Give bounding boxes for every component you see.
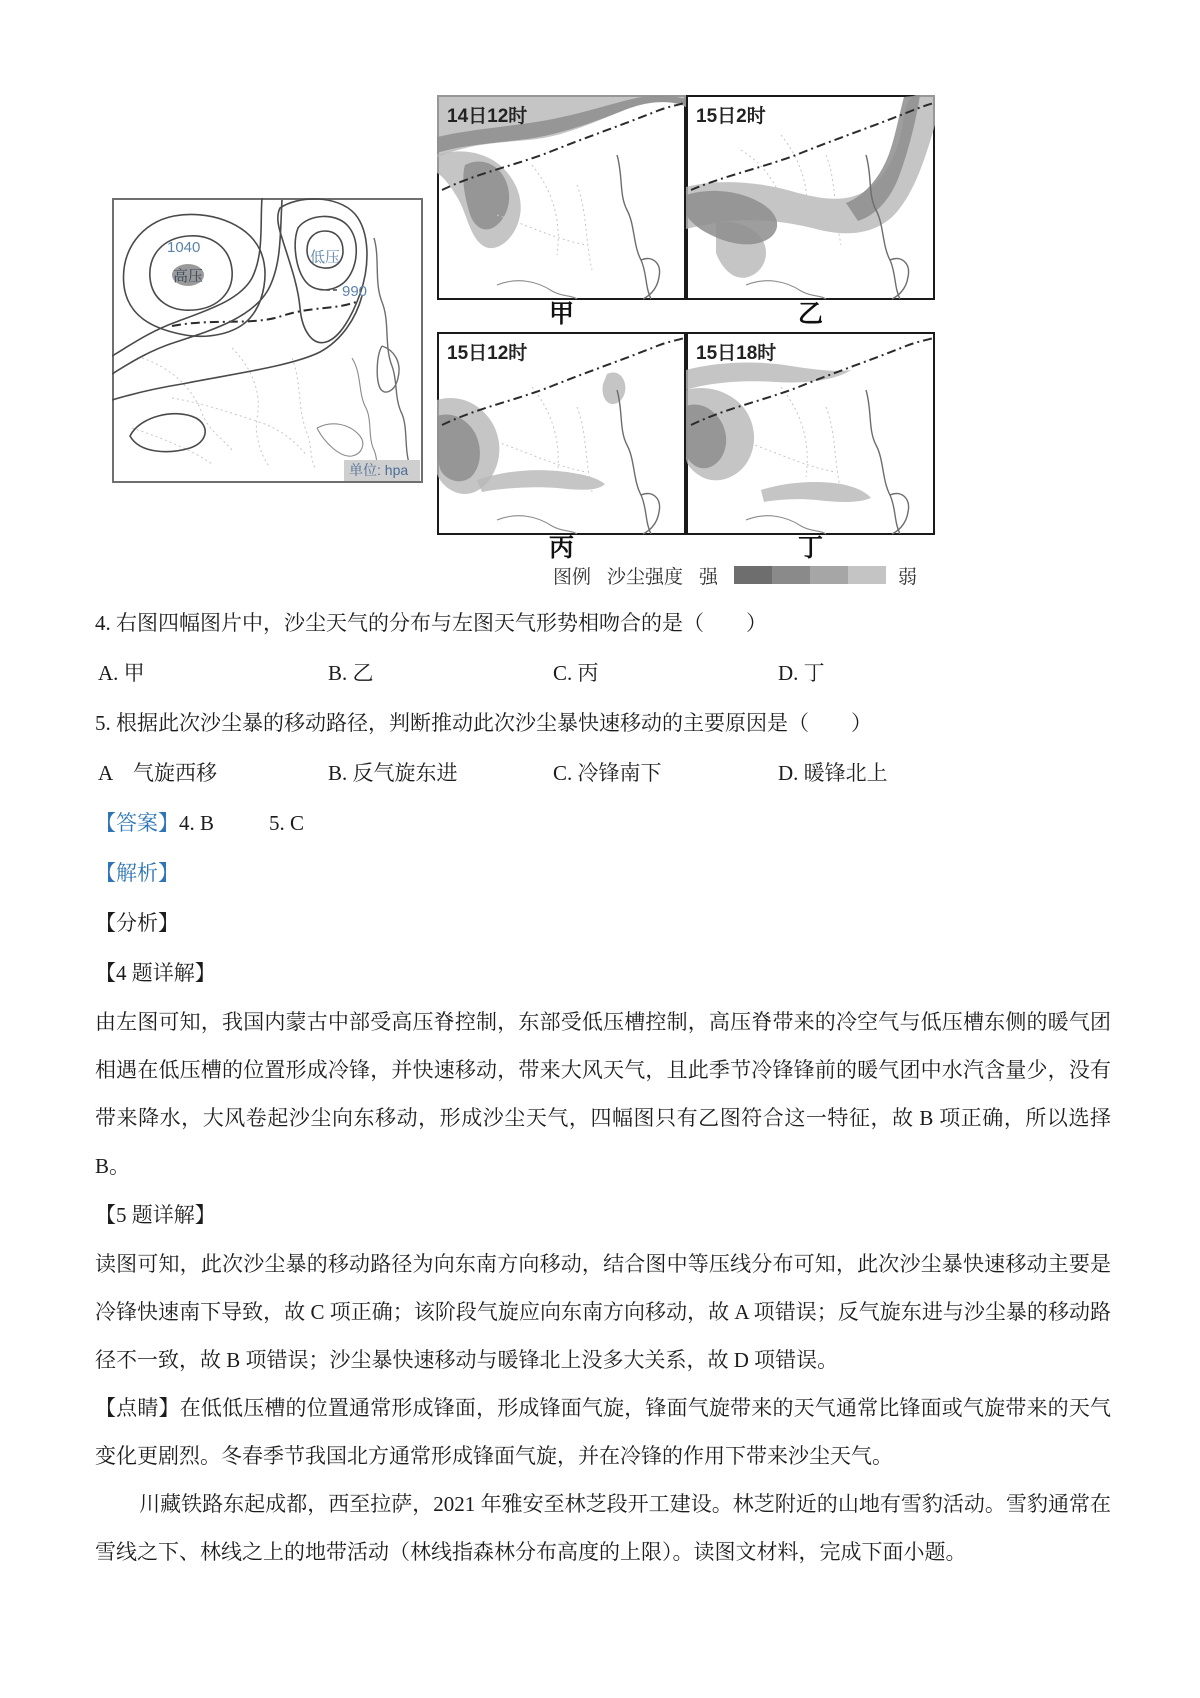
legend-swatch-weakest <box>848 566 886 584</box>
question-5-options <box>95 748 1111 798</box>
pressure-low-label: 低压 <box>310 249 341 266</box>
q5-option-d: D. 暖锋北上 <box>778 761 888 785</box>
pressure-chart <box>112 198 423 483</box>
pressure-unit-note: 单位: hpa <box>349 462 409 478</box>
detail4-header: 【4 题详解】 <box>95 961 216 985</box>
q5-option-b: B. 反气旋东进 <box>328 761 458 785</box>
legend-strong-label: 强 <box>699 566 719 588</box>
answer-label: 【答案】 <box>95 811 179 835</box>
legend-swatch-strong <box>772 566 810 584</box>
q4-option-a: A. 甲 <box>98 661 145 685</box>
q4-option-b: B. 乙 <box>328 661 374 685</box>
legend-gradient-bar <box>734 566 886 584</box>
dust-map-jia <box>437 95 686 300</box>
answer-q4: 4. B <box>179 811 215 835</box>
q5-option-c: C. 冷锋南下 <box>553 761 662 785</box>
dust-map-ding-caption: 丁 <box>797 535 823 562</box>
q5-option-a: A 气旋西移 <box>98 761 218 785</box>
answer-line <box>95 798 1111 848</box>
pressure-map-figure <box>112 198 423 483</box>
dust-map-jia-caption: 甲 <box>548 301 574 328</box>
answer-q5: 5. C <box>269 811 305 835</box>
dust-map-yi-caption: 乙 <box>797 301 823 328</box>
question-4-stem: 4. 右图四幅图片中，沙尘天气的分布与左图天气形势相吻合的是（ ） <box>95 611 767 635</box>
dust-map-bing-caption: 丙 <box>548 535 574 562</box>
dust-map-ding <box>686 332 935 535</box>
legend-title: 图例 <box>553 566 592 588</box>
dianjing-label: 【点睛】 <box>95 1396 180 1420</box>
dianjing-body: 在低低压槽的位置通常形成锋面，形成锋面气旋，锋面气旋带来的天气通常比锋面或气旋带来的天气变化更剧烈。冬春季节我国北方通常形成锋面气旋，并在冷锋的作用下带来沙尘天气。 <box>95 1396 1112 1468</box>
detail4-body: 由左图可知，我国内蒙古中部受高压脊控制，东部受低压槽控制，高压脊带来的冷空气与低压槽东侧的暖气团相遇在低压槽的位置形成冷锋，并快速移动，带来大风天气，且此季节冷锋锋前的暖气团中水汽含量少，没有带来降水，大风卷起沙尘向东移动，形成沙尘天气，四幅图只有乙图符合这一特征，故 B 项正确，所以选择 B。 <box>95 1010 1111 1178</box>
jiexi-header: 【解析】 <box>95 861 179 885</box>
legend-weak-label: 弱 <box>898 566 918 588</box>
dust-map-ding-timestamp: 15日18时 <box>696 343 777 364</box>
detail5-body: 读图可知，此次沙尘暴的移动路径为向东南方向移动，结合图中等压线分布可知，此次沙尘暴快速移动主要是冷锋快速南下导致，故 C 项正确；该阶段气旋应向东南方向移动，故 A 项错误；反气旋东进与沙尘暴的移动路径不一致，故 B 项错误；沙尘暴快速移动与暖锋北上没多大关系，故 D 项错误。 <box>95 1252 1111 1372</box>
dust-legend <box>553 562 917 588</box>
q4-option-d: D. 丁 <box>778 661 825 685</box>
question-5-stem: 5. 根据此次沙尘暴的移动路径，判断推动此次沙尘暴快速移动的主要原因是（ ） <box>95 711 872 735</box>
pressure-high-label: 高压 <box>173 268 204 285</box>
dust-map-grid <box>437 95 935 565</box>
text-column <box>95 598 1111 1576</box>
material-paragraph: 川藏铁路东起成都，西至拉萨，2021 年雅安至林芝段开工建设。林芝附近的山地有雪豹活动。雪豹通常在雪线之下、林线之上的地带活动（林线指森林分布高度的上限）。读图文材料，完成下面小题。 <box>95 1492 1111 1564</box>
fenxi-header: 【分析】 <box>95 911 179 935</box>
pressure-low-value: 990 <box>342 283 368 300</box>
q4-option-c: C. 丙 <box>553 661 599 685</box>
legend-swatch-weak <box>810 566 848 584</box>
dust-map-bing-timestamp: 15日12时 <box>447 343 528 364</box>
dust-map-yi <box>686 95 935 300</box>
legend-series-label: 沙尘强度 <box>607 566 684 588</box>
question-4-options <box>95 648 1111 698</box>
pressure-high-value: 1040 <box>167 239 201 256</box>
dust-map-bing <box>437 332 686 535</box>
detail5-header: 【5 题详解】 <box>95 1203 216 1227</box>
dust-map-yi-timestamp: 15日2时 <box>696 106 766 127</box>
legend-swatch-strongest <box>734 566 772 584</box>
dust-map-jia-timestamp: 14日12时 <box>447 106 528 127</box>
dianjing-paragraph <box>95 1384 1111 1480</box>
